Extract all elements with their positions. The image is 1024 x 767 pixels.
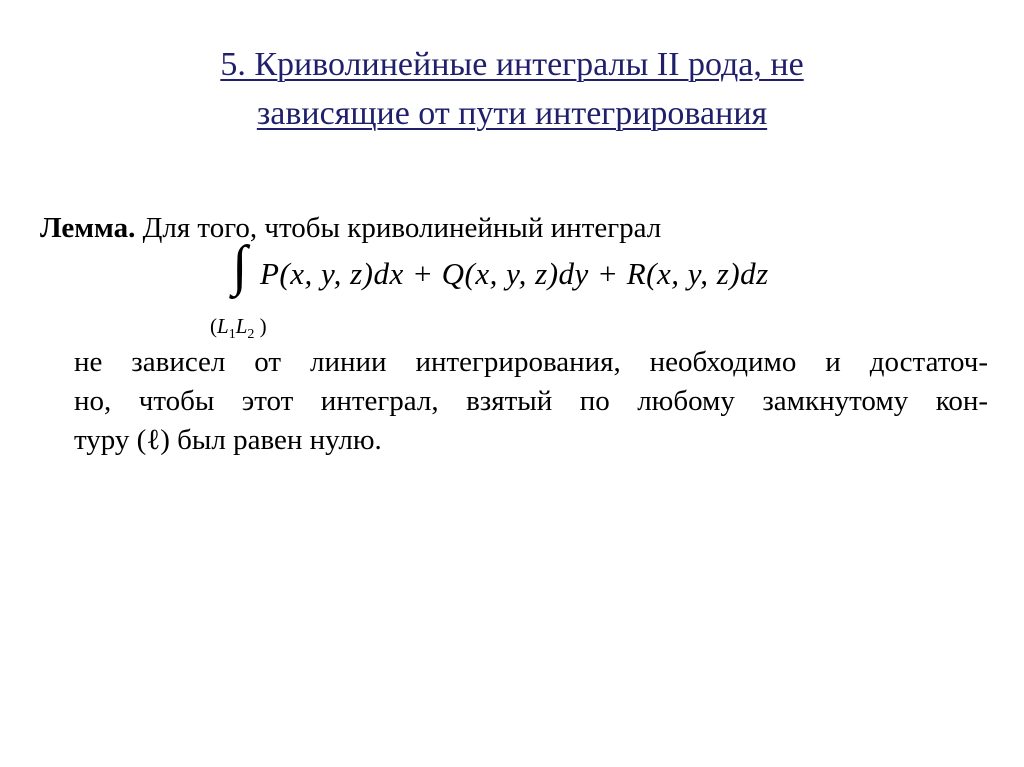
body-line-2-text: но, чтобы этот интеграл, взятый по любому замкнутому кон-	[74, 385, 988, 417]
body-line-1	[74, 343, 988, 382]
lemma-statement	[40, 212, 661, 245]
title-line-1: 5. Криволинейные интегралы II рода, не	[220, 46, 804, 83]
body-line-3	[74, 421, 988, 460]
lemma-body	[74, 343, 988, 460]
title-line-2: зависящие от пути интегрирования	[256, 95, 768, 132]
limit-open-paren: (	[210, 314, 217, 338]
limit-l1: L	[217, 314, 229, 338]
integral-symbol: ∫	[232, 235, 248, 297]
body-line-1-text: не зависел от линии интегрирования, необходимо и достаточ-	[74, 346, 988, 378]
integrand: P(x, y, z)dx + Q(x, y, z)dy + R(x, y, z)dz	[260, 256, 769, 291]
integral-lower-limit	[210, 314, 267, 343]
limit-sub-2: 2	[247, 327, 255, 343]
lemma-label: Лемма.	[40, 212, 136, 244]
body-line-2	[74, 382, 988, 421]
limit-l2: L	[235, 314, 248, 338]
limit-close-paren: )	[254, 314, 267, 338]
lemma-intro: Для того, чтобы криволинейный интеграл	[135, 212, 662, 244]
slide-title	[0, 40, 1024, 138]
body-line-3-text: туру (ℓ) был равен нулю.	[74, 424, 382, 456]
integral-formula	[210, 235, 872, 344]
limit-sub-1: 1	[228, 327, 236, 343]
